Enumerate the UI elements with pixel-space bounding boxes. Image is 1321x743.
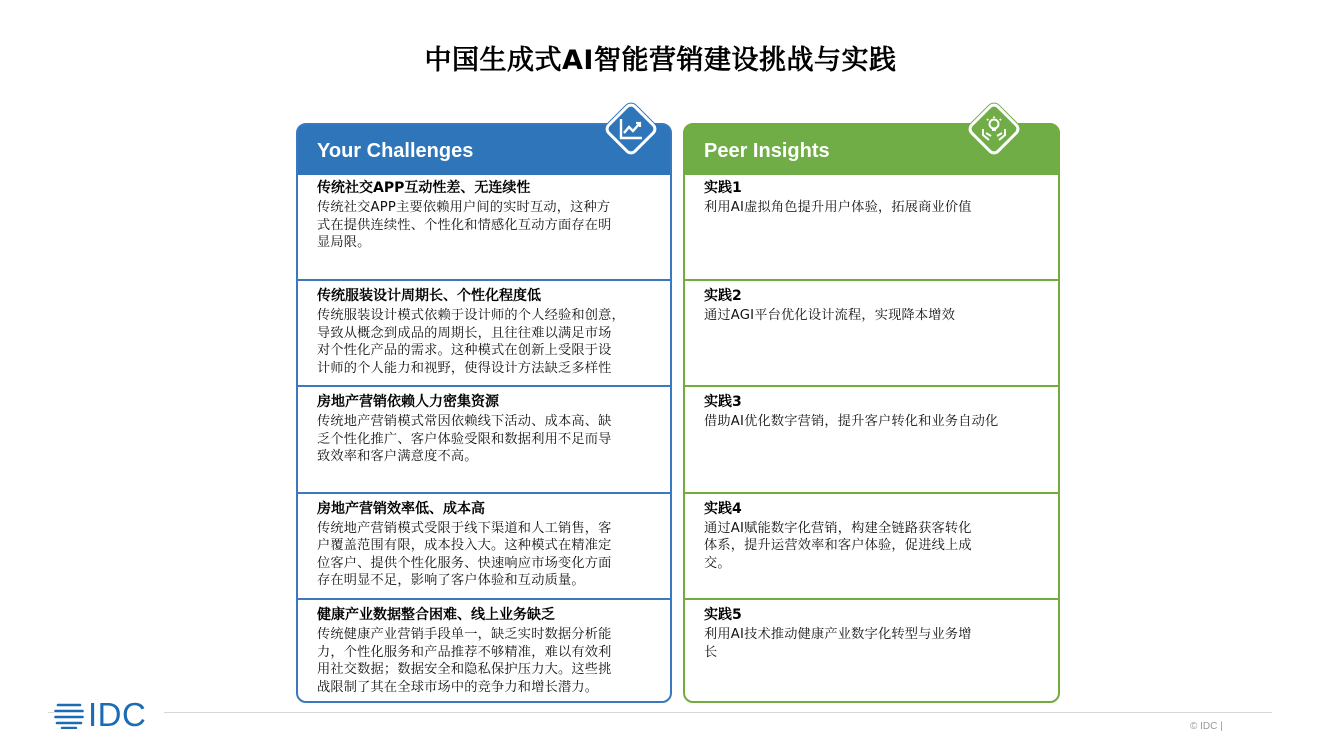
challenge-description [317,520,656,590]
insight-title: 实践1 [704,180,742,196]
slide-title: 中国生成式AI智能营销建设挑战与实践 [424,45,897,76]
idc-logo-text: IDC [88,696,147,733]
challenge-description-line: 用社交数据；数据安全和隐私保护压力大。这些挑 [317,662,612,678]
insight-description-line: 长 [704,644,718,660]
insight-row [685,175,1058,279]
insight-description-line: 通过AGI平台优化设计流程，实现降本增效 [704,308,956,323]
challenge-description-line: 力，个性化服务和产品推荐不够精准，难以有效利 [317,644,612,660]
insight-description [704,199,1044,217]
hands-lightbulb-icon [968,103,1020,155]
challenges-list [298,175,670,705]
challenge-row [298,175,670,279]
insight-title: 实践2 [704,288,742,304]
challenge-description [317,307,656,377]
challenges-panel [296,123,672,703]
insight-row [685,385,1058,491]
challenge-description [317,626,656,696]
challenges-header: Your Challenges [298,125,670,175]
insight-description [704,520,1044,573]
insight-title: 实践3 [704,394,742,411]
challenge-title: 传统服装设计周期长、个性化程度低 [317,288,541,304]
insight-row [685,492,1058,598]
challenge-description-line: 传统地产营销模式常因依赖线下活动、成本高、缺 [317,414,612,430]
challenge-description-line: 式在提供连续性、个性化和情感化互动方面存在明 [317,217,612,233]
challenge-description-line: 显局限。 [317,235,371,250]
challenge-description [317,413,656,466]
insight-description-line: 交。 [704,555,731,571]
insight-description [704,307,1044,325]
insight-description-line: 利用AI虚拟角色提升用户体验，拓展商业价值 [704,200,972,215]
challenge-description-line: 致效率和客户满意度不高。 [317,449,478,465]
challenge-description-line: 传统健康产业营销手段单一，缺乏实时数据分析能 [317,627,612,643]
challenge-description-line: 户覆盖范围有限，成本投入大。这种模式在精准定 [317,538,612,554]
challenge-row [298,279,670,385]
idc-logo [54,696,164,733]
challenge-description-line: 存在明显不足，影响了客户体验和互动质量。 [317,573,585,589]
insight-title: 实践5 [704,607,742,624]
challenge-row [298,385,670,491]
idc-globe-icon [54,701,84,729]
challenge-description-line: 位客户、提供个性化服务、快速响应市场变化方面 [317,555,612,571]
challenge-description-line: 传统社交APP主要依赖用户间的实时互动，这种方 [317,200,611,215]
insight-title: 实践4 [704,500,742,517]
challenge-description [317,199,656,252]
challenge-row [298,598,670,704]
insight-description-line: 通过AI赋能数字化营销，构建全链路获客转化 [704,520,972,536]
copyright: © IDC | [1190,721,1223,732]
trend-chart-icon [605,103,657,155]
challenge-description-line: 导致从概念到成品的周期长，且往往难以满足市场 [317,325,612,341]
challenge-title: 健康产业数据整合困难、线上业务缺乏 [317,607,555,624]
challenge-description-line: 战限制了其在全球市场中的竞争力和增长潜力。 [317,679,599,695]
footer-divider [48,712,1272,713]
insights-header: Peer Insights [685,125,1058,175]
challenge-description-line: 乏个性化推广、客户体验受限和数据利用不足而导 [317,431,612,447]
challenge-description-line: 传统服装设计模式依赖于设计师的个人经验和创意， [317,308,625,323]
insights-panel [683,123,1060,703]
insight-row [685,598,1058,704]
insight-description-line: 利用AI技术推动健康产业数字化转型与业务增 [704,627,972,643]
insights-list [685,175,1058,705]
challenge-description-line: 传统地产营销模式受限于线下渠道和人工销售，客 [317,520,612,536]
insight-description [704,413,1044,431]
insight-description [704,626,1044,661]
challenge-title: 房地产营销依赖人力密集资源 [317,394,499,411]
insight-description-line: 借助AI优化数字营销，提升客户转化和业务自动化 [704,414,999,430]
insight-description-line: 体系，提升运营效率和客户体验，促进线上成 [704,538,972,554]
challenge-row [298,492,670,598]
insight-row [685,279,1058,385]
challenge-title: 传统社交APP互动性差、无连续性 [317,180,531,196]
challenge-description-line: 对个性化产品的需求。这种模式在创新上受限于设 [317,343,612,358]
challenge-title: 房地产营销效率低、成本高 [317,500,485,517]
challenge-description-line: 计师的个人能力和视野，使得设计方法缺乏多样性 [317,360,612,376]
